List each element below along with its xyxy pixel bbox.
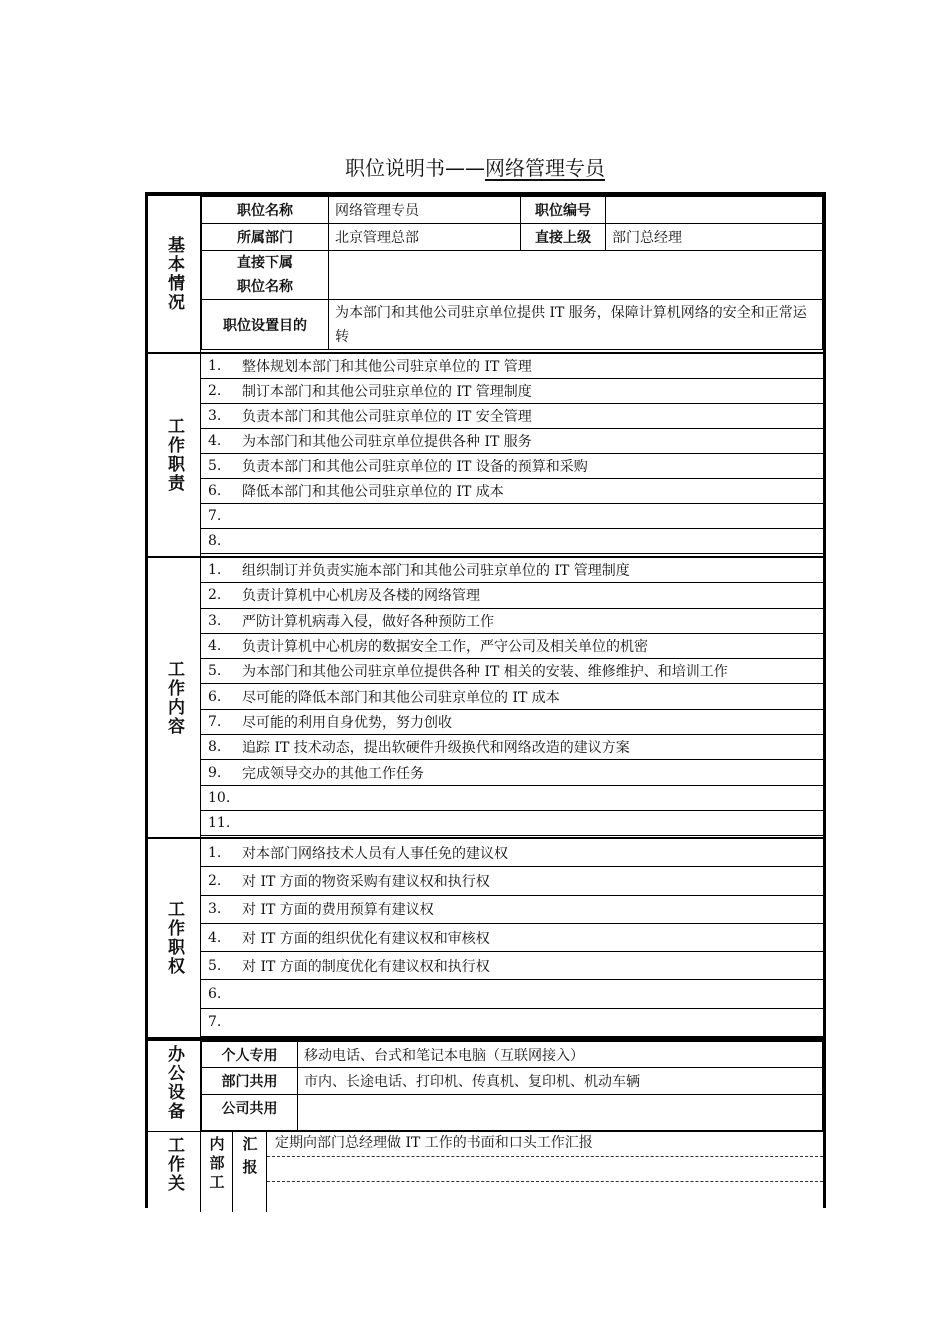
- item-number: 7.: [208, 713, 222, 730]
- list-item: [201, 479, 823, 504]
- list-item: [201, 529, 823, 554]
- page-title: [0, 152, 950, 181]
- title-prefix: 职位说明书——: [345, 156, 485, 180]
- item-number: 5.: [208, 957, 222, 974]
- position-code-value: [606, 197, 823, 224]
- item-text: 整体规划本部门和其他公司驻京单位的 IT 管理: [242, 359, 532, 375]
- department-label: 所属部门: [202, 224, 329, 251]
- list-item: [201, 379, 823, 404]
- list-item: [201, 659, 823, 684]
- item-text: 尽可能的利用自身优势，努力创收: [242, 714, 452, 731]
- item-text: 尽可能的降低本部门和其他公司驻京单位的 IT 成本: [242, 689, 560, 706]
- item-text: 完成领导交办的其他工作任务: [242, 765, 424, 782]
- subordinate-label: 直接下属 职位名称: [202, 251, 329, 300]
- item-number: 4.: [208, 638, 222, 655]
- item-number: 6.: [208, 483, 222, 499]
- list-item: [201, 839, 823, 867]
- equipment-personal-label: 个人专用: [202, 1042, 298, 1068]
- item-number: 4.: [208, 929, 222, 946]
- relations-content: [267, 1132, 823, 1212]
- duties-section: [148, 354, 823, 558]
- item-number: 10.: [208, 789, 231, 806]
- equipment-dept-label: 部门共用: [202, 1068, 298, 1095]
- content-section-label: 工作内容: [148, 558, 201, 837]
- item-number: 3.: [208, 901, 222, 918]
- item-text: 负责本部门和其他公司驻京单位的 IT 安全管理: [242, 409, 532, 425]
- equipment-section-label: 办公设备: [148, 1041, 201, 1131]
- relations-blank-line: [267, 1157, 823, 1182]
- list-item: [201, 924, 823, 952]
- basic-section: [148, 196, 823, 354]
- basic-section-label: 基本情况: [148, 196, 201, 352]
- item-number: 3.: [208, 612, 222, 629]
- list-item: [201, 583, 823, 608]
- item-text: 对 IT 方面的组织优化有建议权和审核权: [242, 930, 490, 947]
- item-number: 7.: [208, 1014, 222, 1031]
- duties-section-label: 工作职责: [148, 354, 201, 556]
- list-item: [201, 454, 823, 479]
- authority-section: [148, 839, 823, 1041]
- item-text: 为本部门和其他公司驻京单位提供各种 IT 相关的安装、维修维护、和培训工作: [242, 664, 728, 681]
- equipment-personal-value: 移动电话、台式和笔记本电脑（互联网接入）: [298, 1042, 823, 1068]
- item-number: 5.: [208, 663, 222, 680]
- item-number: 5.: [208, 458, 222, 474]
- item-number: 6.: [208, 688, 222, 705]
- equipment-table: [201, 1041, 823, 1131]
- item-number: 1.: [208, 844, 222, 861]
- item-number: 8.: [208, 533, 222, 549]
- item-number: 9.: [208, 764, 222, 781]
- item-text: 负责本部门和其他公司驻京单位的 IT 设备的预算和采购: [242, 459, 588, 475]
- item-text: 为本部门和其他公司驻京单位提供各种 IT 服务: [242, 434, 532, 450]
- item-number: 6.: [208, 986, 222, 1003]
- purpose-label: 职位设置目的: [202, 300, 329, 350]
- item-number: 7.: [208, 508, 222, 524]
- relations-report-value: 定期向部门总经理做 IT 工作的书面和口头工作汇报: [267, 1132, 823, 1157]
- content-section: [148, 558, 823, 839]
- item-text: 降低本部门和其他公司驻京单位的 IT 成本: [242, 484, 504, 500]
- list-item: [201, 504, 823, 529]
- item-text: 负责计算机中心机房及各楼的网络管理: [242, 588, 480, 605]
- list-item: [201, 558, 823, 583]
- relations-sub-label: 内部工: [201, 1132, 233, 1212]
- item-text: 对 IT 方面的费用预算有建议权: [242, 902, 434, 919]
- subordinate-value: [329, 251, 823, 300]
- item-text: 追踪 IT 技术动态，提出软硬件升级换代和网络改造的建议方案: [242, 740, 630, 757]
- list-item: [201, 980, 823, 1008]
- equipment-company-value: [298, 1095, 823, 1131]
- item-number: 3.: [208, 408, 222, 424]
- item-text: 制订本部门和其他公司驻京单位的 IT 管理制度: [242, 384, 532, 400]
- list-item: [201, 710, 823, 735]
- list-item: [201, 896, 823, 924]
- position-name-label: 职位名称: [202, 197, 329, 224]
- item-number: 11.: [208, 815, 231, 832]
- item-number: 2.: [208, 872, 222, 889]
- item-number: 1.: [208, 358, 222, 374]
- equipment-company-label: 公司共用: [202, 1095, 298, 1131]
- item-text: 对 IT 方面的物资采购有建议权和执行权: [242, 873, 490, 890]
- item-text: 对本部门网络技术人员有人事任免的建议权: [242, 845, 508, 862]
- item-text: 严防计算机病毒入侵，做好各种预防工作: [242, 613, 494, 630]
- list-item: [201, 952, 823, 980]
- purpose-value: 为本部门和其他公司驻京单位提供 IT 服务，保障计算机网络的安全和正常运转: [329, 300, 823, 350]
- relations-section: [148, 1132, 823, 1212]
- list-item: [201, 811, 823, 836]
- equipment-section: [148, 1041, 823, 1132]
- list-item: [201, 867, 823, 895]
- authority-section-label: 工作职权: [148, 839, 201, 1037]
- item-number: 2.: [208, 383, 222, 399]
- superior-label: 直接上级: [521, 224, 606, 251]
- list-item: [201, 684, 823, 709]
- item-number: 8.: [208, 739, 222, 756]
- item-text: 负责计算机中心机房的数据安全工作，严守公司及相关单位的机密: [242, 639, 648, 656]
- relations-section-label: 工作关: [148, 1132, 201, 1212]
- list-item: [201, 786, 823, 811]
- list-item: [201, 634, 823, 659]
- item-number: 1.: [208, 562, 222, 579]
- list-item: [201, 429, 823, 454]
- position-name-value: 网络管理专员: [329, 197, 521, 224]
- list-item: [201, 1009, 823, 1037]
- title-position: 网络管理专员: [485, 156, 605, 180]
- item-text: 组织制订并负责实施本部门和其他公司驻京单位的 IT 管理制度: [242, 563, 630, 580]
- list-item: [201, 735, 823, 760]
- position-code-label: 职位编号: [521, 197, 606, 224]
- equipment-dept-value: 市内、长途电话、打印机、传真机、复印机、机动车辆: [298, 1068, 823, 1095]
- list-item: [201, 354, 823, 379]
- list-item: [201, 404, 823, 429]
- item-number: 2.: [208, 587, 222, 604]
- list-item: [201, 609, 823, 634]
- department-value: 北京管理总部: [329, 224, 521, 251]
- item-text: 对 IT 方面的制度优化有建议权和执行权: [242, 958, 490, 975]
- item-number: 4.: [208, 433, 222, 449]
- job-description-form: [145, 192, 826, 1208]
- superior-value: 部门总经理: [606, 224, 823, 251]
- relations-type-label: 汇报: [233, 1132, 267, 1212]
- basic-table: [201, 196, 823, 350]
- list-item: [201, 760, 823, 785]
